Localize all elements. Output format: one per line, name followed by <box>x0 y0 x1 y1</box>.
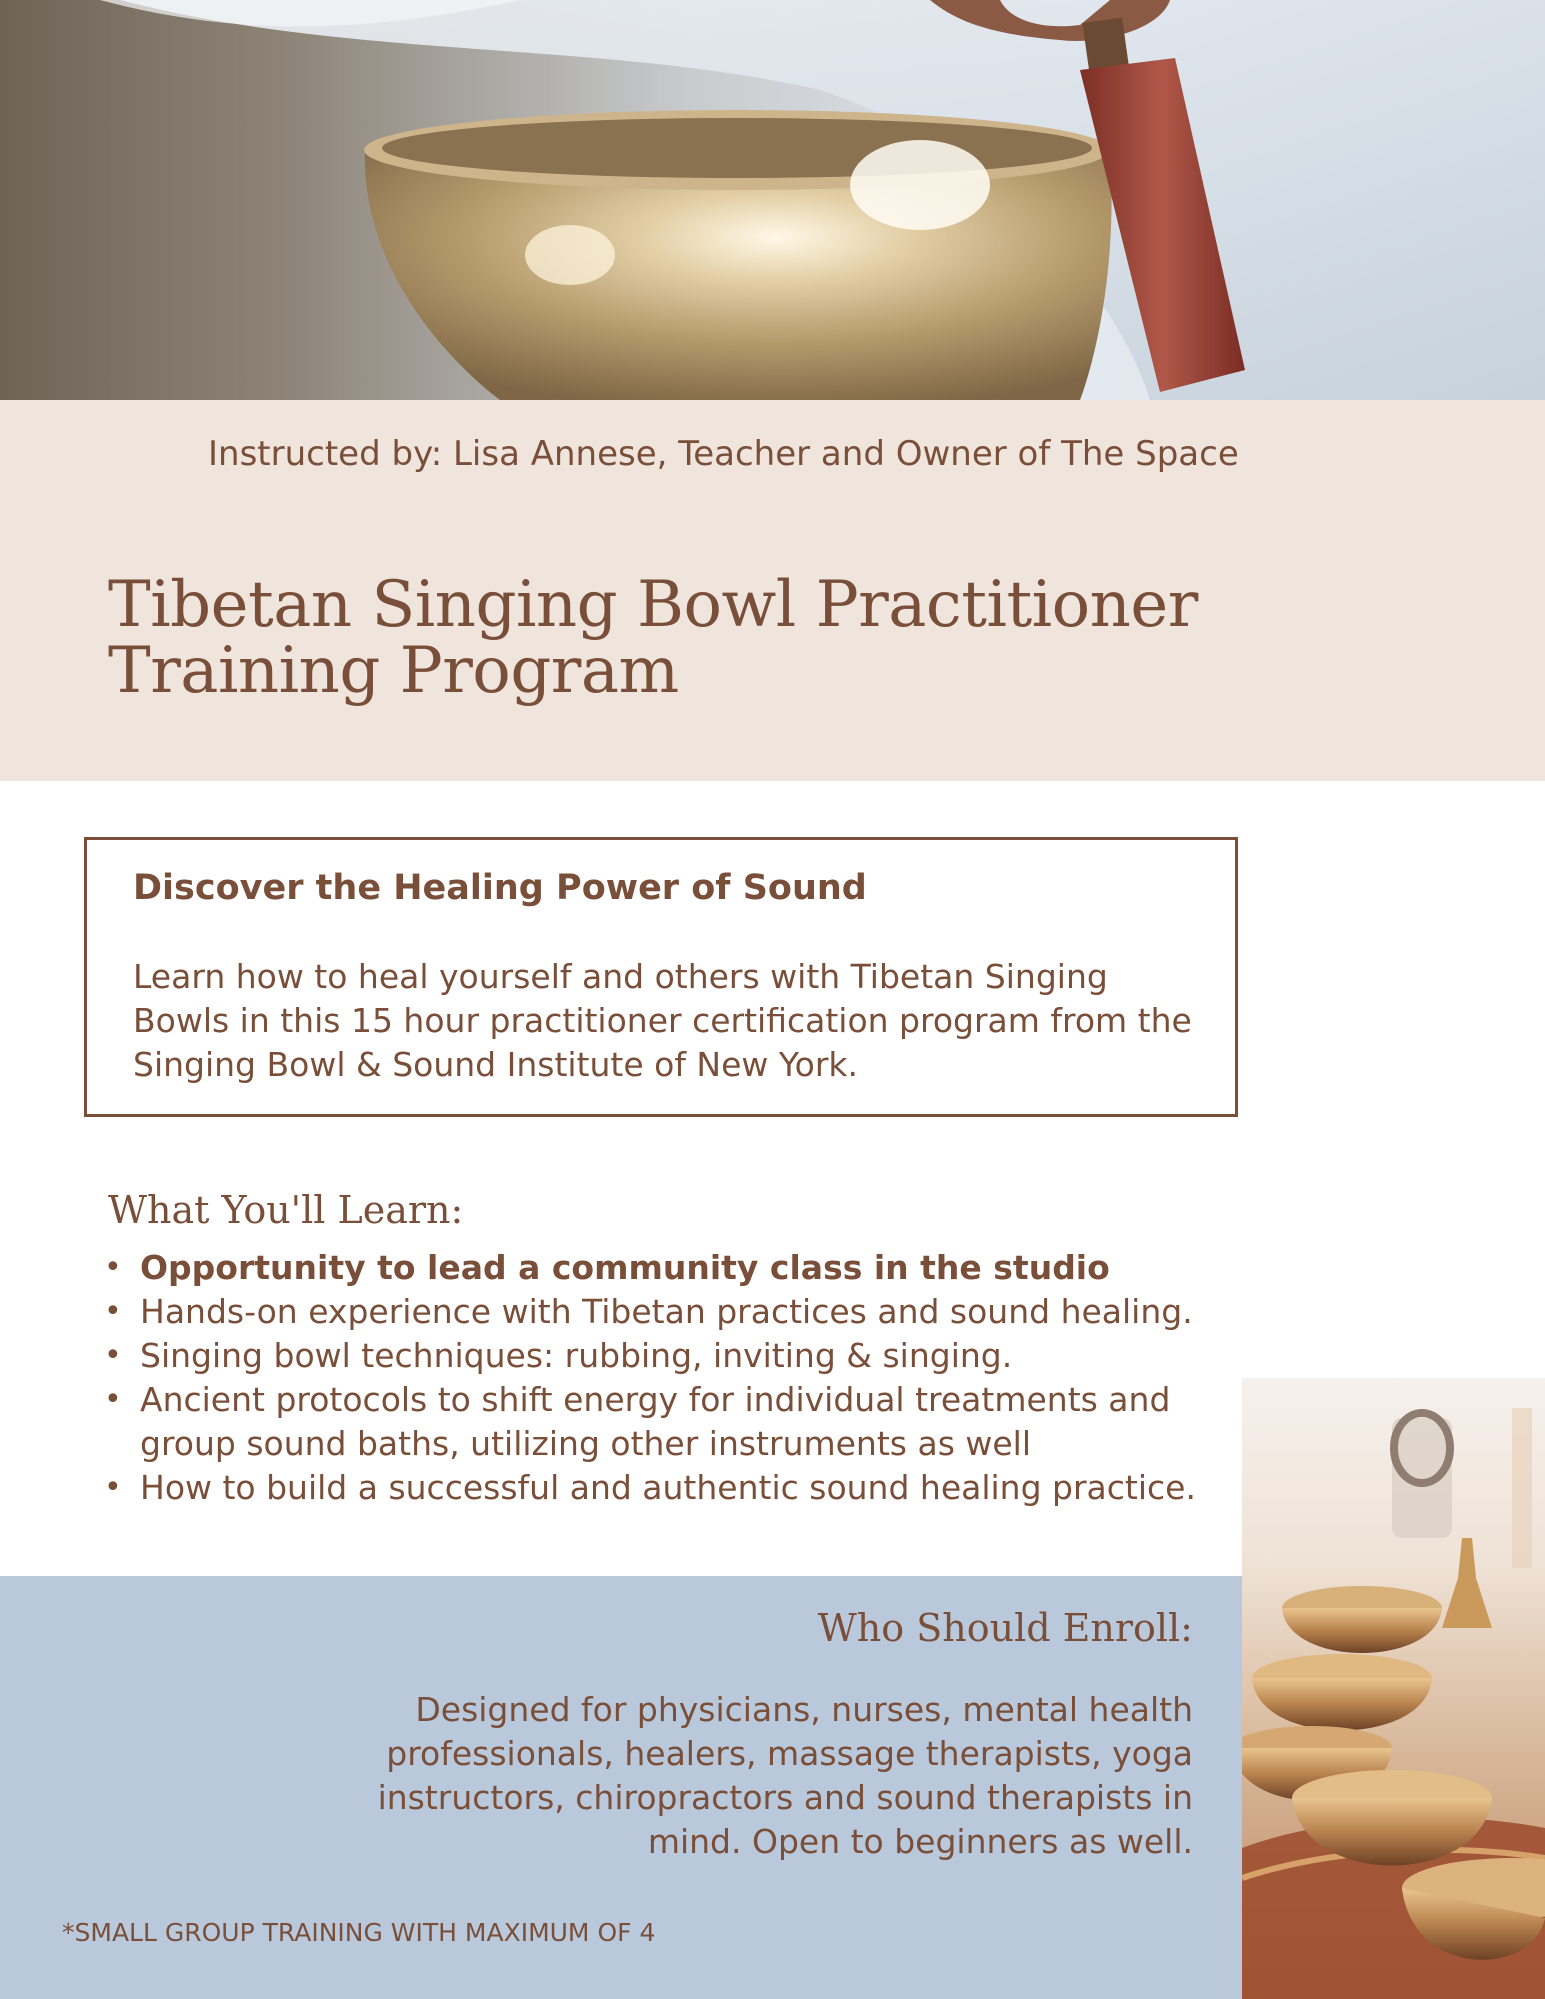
list-item-text: Ancient protocols to shift energy for individual treatments and group sound baths, utilizing other instruments as well <box>140 1380 1171 1463</box>
bullet-icon: • <box>104 1382 122 1417</box>
list-item <box>100 1246 1250 1290</box>
title-line-1: Tibetan Singing Bowl Practitioner <box>108 568 1198 642</box>
bullet-icon: • <box>104 1294 122 1329</box>
instructor-line: Instructed by: Lisa Annese, Teacher and Owner of The Space <box>208 434 1239 474</box>
discover-box <box>84 837 1238 1117</box>
bullet-icon: • <box>104 1250 122 1285</box>
discover-heading: Discover the Healing Power of Sound <box>133 868 867 908</box>
singing-bowl-illustration <box>0 0 1545 400</box>
page-title <box>108 568 1488 708</box>
list-item <box>100 1466 1250 1510</box>
list-item <box>100 1378 1250 1466</box>
list-item <box>100 1290 1250 1334</box>
enroll-heading: Who Should Enroll: <box>817 1606 1193 1650</box>
learn-heading: What You'll Learn: <box>108 1188 464 1232</box>
bowls-photo <box>1242 1378 1545 1999</box>
group-size-note: *SMALL GROUP TRAINING WITH MAXIMUM OF 4 <box>62 1918 656 1947</box>
list-item-text: Singing bowl techniques: rubbing, inviting & singing. <box>140 1336 1013 1375</box>
discover-description: Learn how to heal yourself and others with Tibetan Singing Bowls in this 15 hour practitioner certification program from the Singing Bowl & Sound Institute of New York. <box>133 957 1192 1084</box>
enroll-panel <box>0 1576 1242 1999</box>
title-line-2: Training Program <box>108 634 679 708</box>
list-item-text: How to build a successful and authentic sound healing practice. <box>140 1468 1196 1507</box>
learn-list <box>100 1246 1250 1510</box>
list-item-text: Hands-on experience with Tibetan practices and sound healing. <box>140 1292 1193 1331</box>
list-item-text: Opportunity to lead a community class in the studio <box>140 1248 1110 1287</box>
bullet-icon: • <box>104 1470 122 1505</box>
list-item <box>100 1334 1250 1378</box>
singing-bowls-illustration <box>1242 1378 1545 1999</box>
bullet-icon: • <box>104 1338 122 1373</box>
enroll-description: Designed for physicians, nurses, mental health professionals, healers, massage therapists, yoga instructors, chiropractors and sound therapists in mind. Open to beginners as well. <box>377 1690 1193 1861</box>
hero-photo <box>0 0 1545 400</box>
